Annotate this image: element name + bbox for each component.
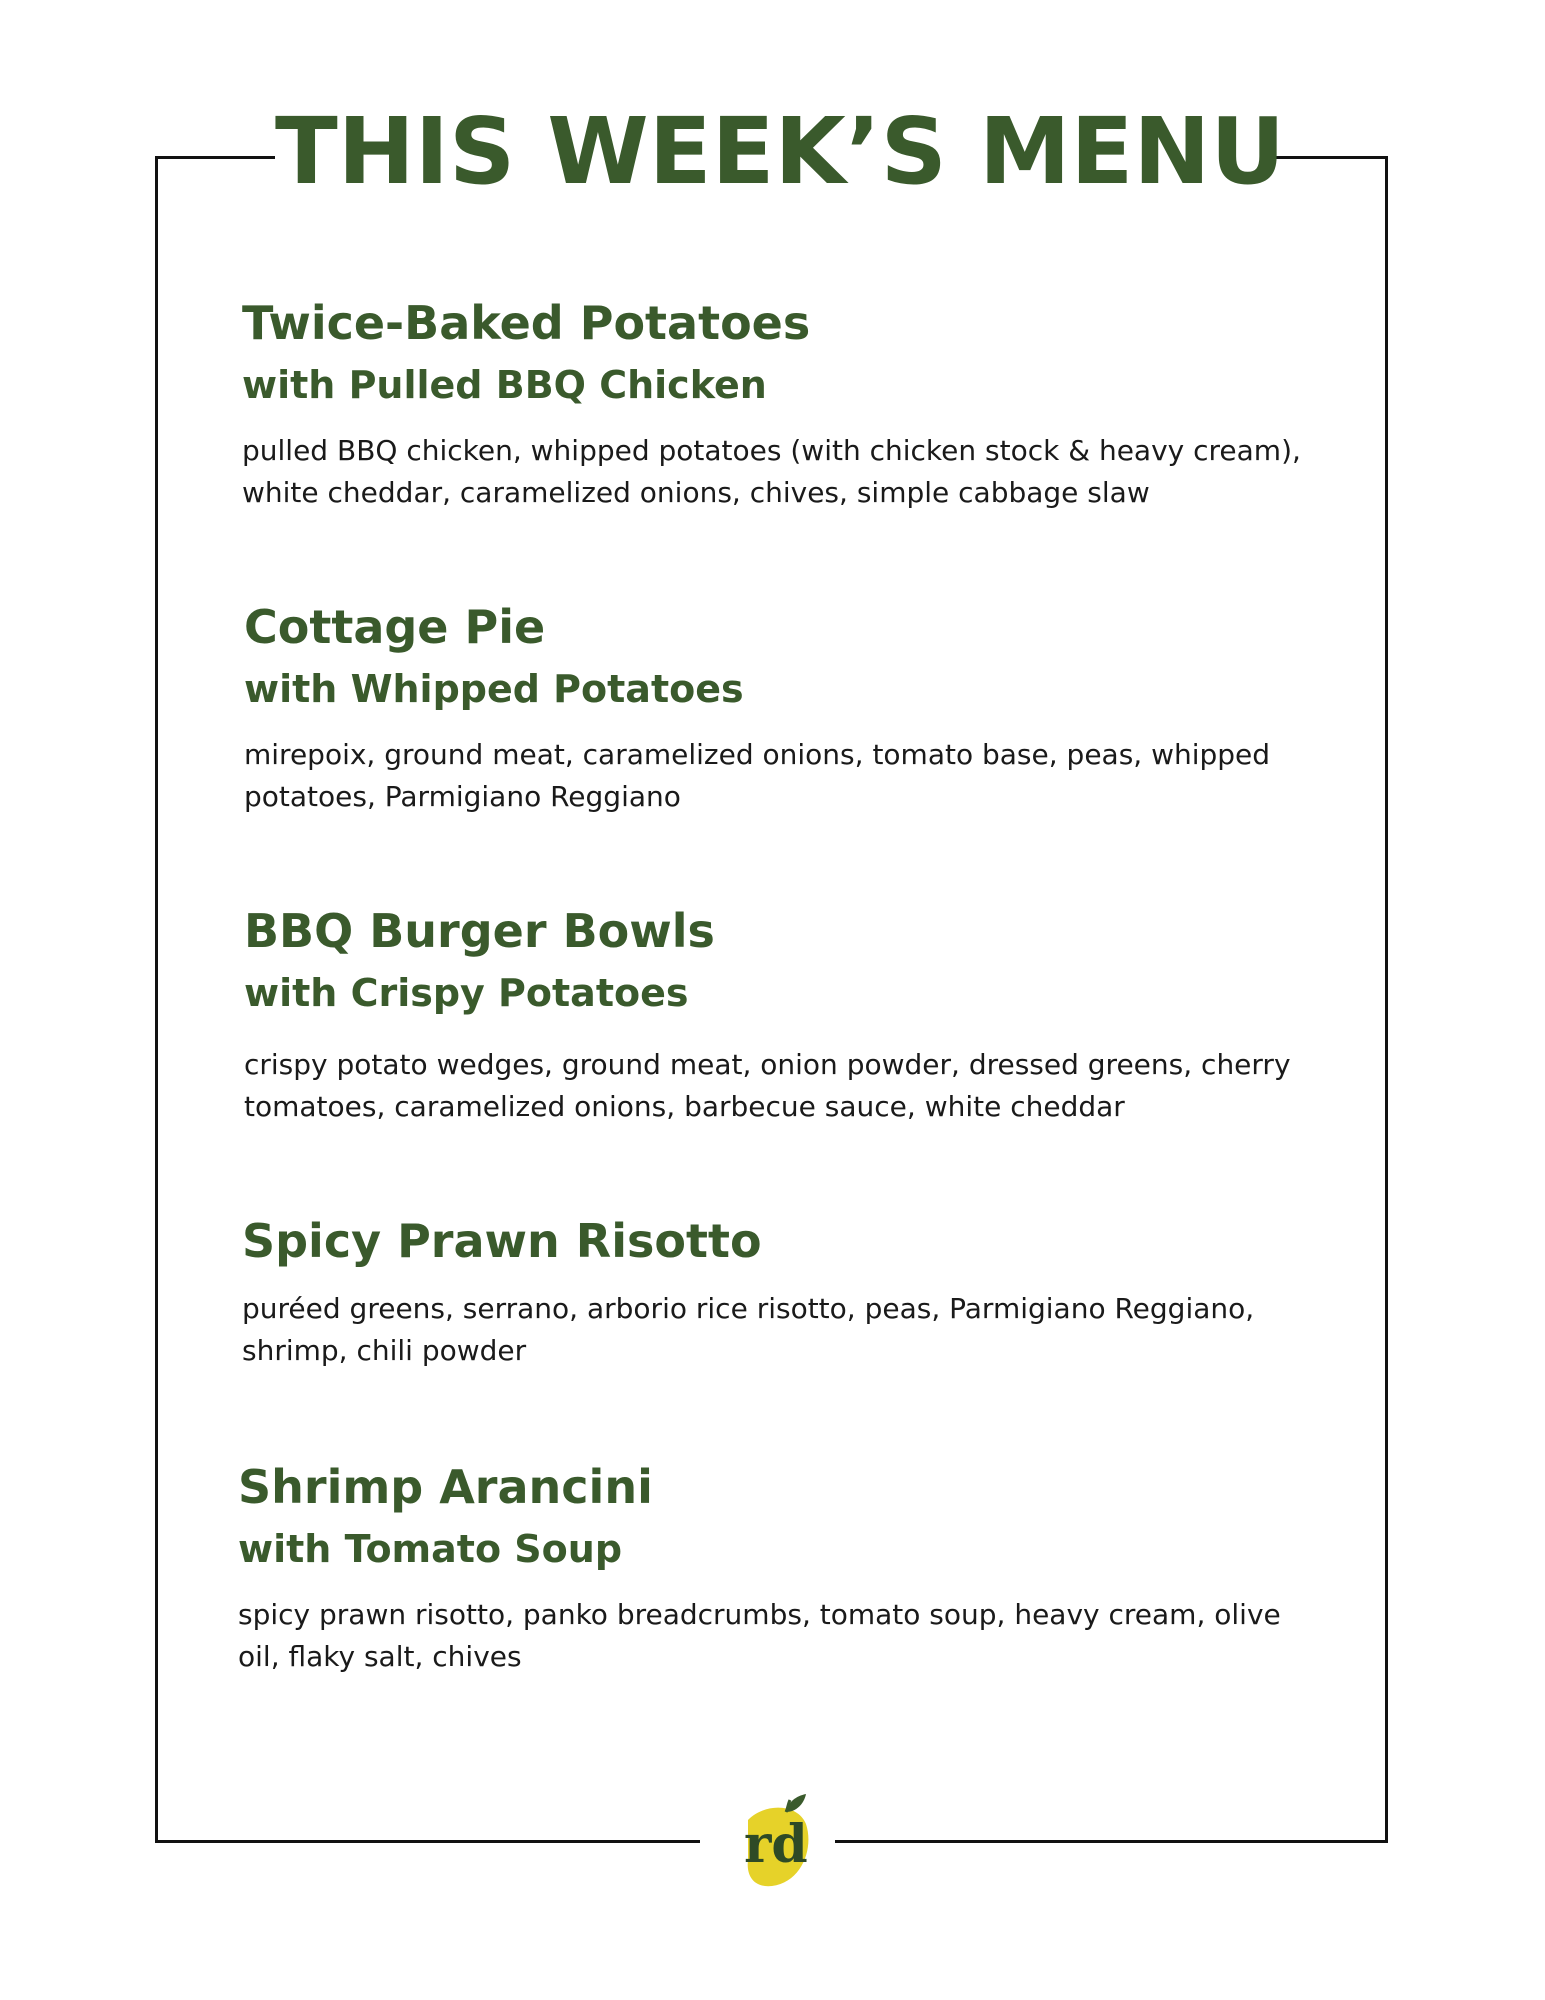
logo [728, 1790, 818, 1890]
menu-item-description: crispy potato wedges, ground meat, onion powder, dressed greens, cherry tomatoes, caramelized onions, barbecue sauce, white cheddar [244, 1048, 1291, 1123]
menu-item-name: Spicy Prawn Risotto [242, 1214, 762, 1268]
menu-item-name: Cottage Pie [244, 600, 546, 654]
menu-item-description: pulled BBQ chicken, whipped potatoes (with chicken stock & heavy cream), white cheddar, caramelized onions, chives, simple cabbage slaw [242, 434, 1301, 509]
menu-item-name: Twice-Baked Potatoes [242, 296, 811, 350]
menu-item-description: puréed greens, serrano, arborio rice risotto, peas, Parmigiano Reggiano, shrimp, chili powder [242, 1292, 1255, 1367]
menu-item [238, 1456, 1298, 1678]
menu-item-subtitle: with Crispy Potatoes [244, 971, 689, 1015]
menu-item [242, 292, 1302, 514]
menu-item-name: BBQ Burger Bowls [244, 904, 715, 958]
page-title: THIS WEEK’S MENU [275, 92, 1270, 212]
menu-item [242, 1210, 1302, 1372]
menu-item-description: spicy prawn risotto, panko breadcrumbs, tomato soup, heavy cream, olive oil, flaky salt, chives [238, 1598, 1281, 1673]
menu-item [244, 596, 1304, 818]
menu-item-name: Shrimp Arancini [238, 1460, 653, 1514]
menu-item-description: mirepoix, ground meat, caramelized onions, tomato base, peas, whipped potatoes, Parmigiano Reggiano [244, 738, 1271, 813]
lemon-logo-icon [728, 1790, 818, 1890]
menu-item-subtitle: with Tomato Soup [238, 1527, 623, 1571]
menu-item-subtitle: with Whipped Potatoes [244, 667, 744, 711]
menu-item-subtitle: with Pulled BBQ Chicken [242, 363, 767, 407]
menu-item [244, 900, 1304, 1128]
logo-text: rd [744, 1814, 808, 1875]
